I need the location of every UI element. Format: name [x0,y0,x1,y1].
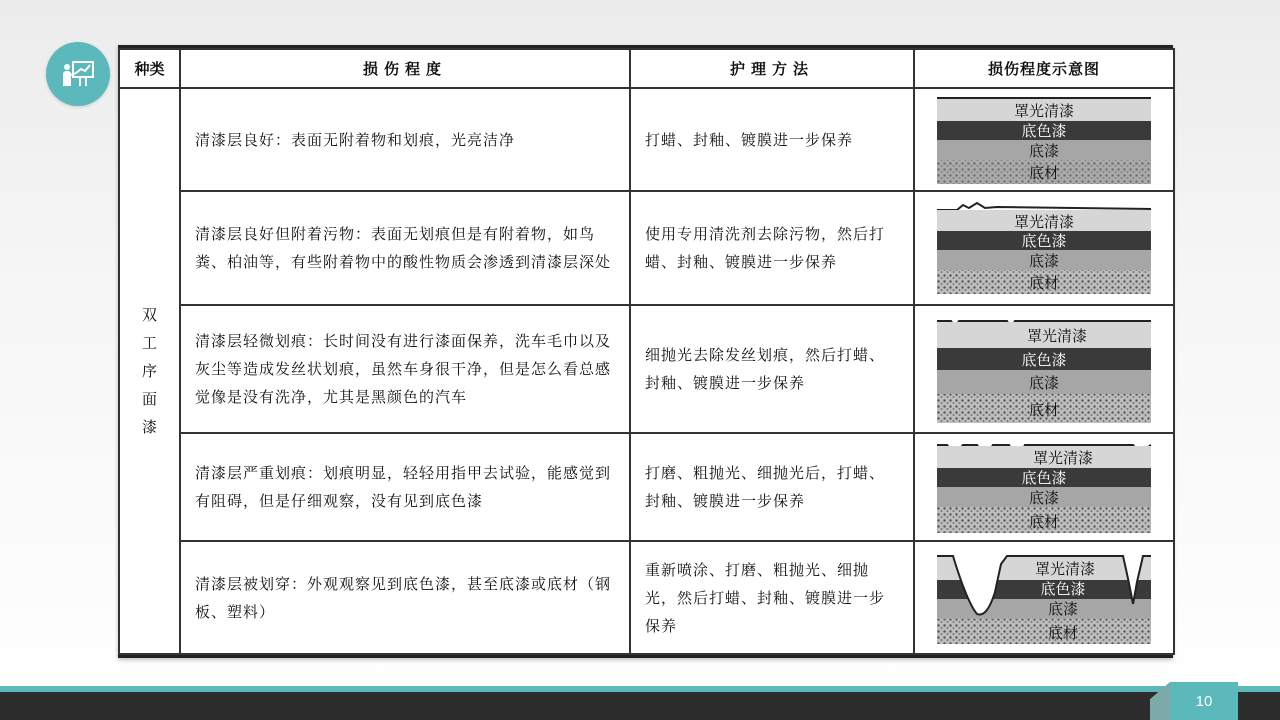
layer-diagram-light-scratch [937,315,1151,423]
table-row [119,541,1174,654]
table-row [119,433,1174,541]
layer-label-substrate: 底材 [1028,274,1060,292]
method-cell: 重新喷涂、打磨、粗抛光、细抛光，然后打蜡、封釉、镀膜进一步保养 [630,541,914,654]
damage-cell: 清漆层良好但附着污物：表面无划痕但是有附着物，如鸟粪、柏油等，有些附着物中的酸性物质会渗透到清漆层深处 [180,191,630,305]
header-category: 种类 [119,49,180,88]
layer-diagram-severe-scratch [937,441,1151,533]
damage-table-container [118,45,1173,658]
layer-label-base: 底色漆 [1021,121,1067,140]
diagram-cell [914,541,1174,654]
layer-label-primer: 底漆 [1047,599,1079,618]
diagram-cell [914,305,1174,433]
layer-label-primer: 底漆 [1028,141,1060,160]
header-method: 护理方法 [630,49,914,88]
presentation-logo [46,42,110,106]
damage-cell: 清漆层良好：表面无附着物和划痕，光亮洁净 [180,88,630,191]
diagram-cell [914,191,1174,305]
method-cell: 细抛光去除发丝划痕，然后打蜡、封釉、镀膜进一步保养 [630,305,914,433]
table-row [119,305,1174,433]
header-diagram: 损伤程度示意图 [914,49,1174,88]
table-header-row [119,49,1174,88]
layer-label-substrate: 底材 [1028,513,1060,531]
damage-cell: 清漆层严重划痕：划痕明显，轻轻用指甲去试验，能感觉到有阻碍，但是仔细观察，没有见到底色漆 [180,433,630,541]
table-row [119,191,1174,305]
category-label: 双工序面漆 [141,306,157,436]
damage-cell: 清漆层被划穿：外观观察见到底色漆，甚至底漆或底材（钢板、塑料） [180,541,630,654]
layer-diagram-scratch-through [937,552,1151,644]
layer-label-clear: 罩光清漆 [1032,449,1094,467]
layer-label-base: 底色漆 [1021,469,1067,487]
diagram-cell [914,88,1174,191]
method-cell: 打磨、粗抛光、细抛光后，打蜡、封釉、镀膜进一步保养 [630,433,914,541]
layer-label-base: 底色漆 [1021,232,1067,250]
page-number: 10 [1170,682,1238,720]
diagram-cell [914,433,1174,541]
layer-label-substrate: 底材 [1028,163,1060,182]
layer-label-clear: 罩光清漆 [1013,101,1075,120]
layer-diagram-intact [937,96,1151,184]
layer-label-primer: 底漆 [1028,252,1060,270]
damage-table [118,48,1175,655]
presentation-chart-icon [60,58,96,90]
layer-label-substrate: 底材 [1028,401,1060,419]
footer-bar [0,692,1280,720]
table-row [119,88,1174,191]
layer-label-clear: 罩光清漆 [1013,213,1075,231]
header-damage: 损伤程度 [180,49,630,88]
layer-label-base: 底色漆 [1021,351,1067,369]
layer-diagram-contaminated [937,202,1151,294]
layer-label-clear: 罩光清漆 [1026,327,1088,345]
method-cell: 使用专用清洗剂去除污物，然后打蜡、封釉、镀膜进一步保养 [630,191,914,305]
method-cell: 打蜡、封釉、镀膜进一步保养 [630,88,914,191]
layer-label-substrate: 底材 [1047,623,1079,642]
layer-label-primer: 底漆 [1028,374,1060,392]
layer-label-base: 底色漆 [1040,579,1086,598]
layer-label-clear: 罩光清漆 [1034,559,1096,578]
category-cell [119,88,180,654]
layer-label-primer: 底漆 [1028,489,1060,507]
damage-cell: 清漆层轻微划痕：长时间没有进行漆面保养，洗车毛巾以及灰尘等造成发丝状划痕，虽然车身很干净，但是怎么看总感觉像是没有洗净，尤其是黑颜色的汽车 [180,305,630,433]
